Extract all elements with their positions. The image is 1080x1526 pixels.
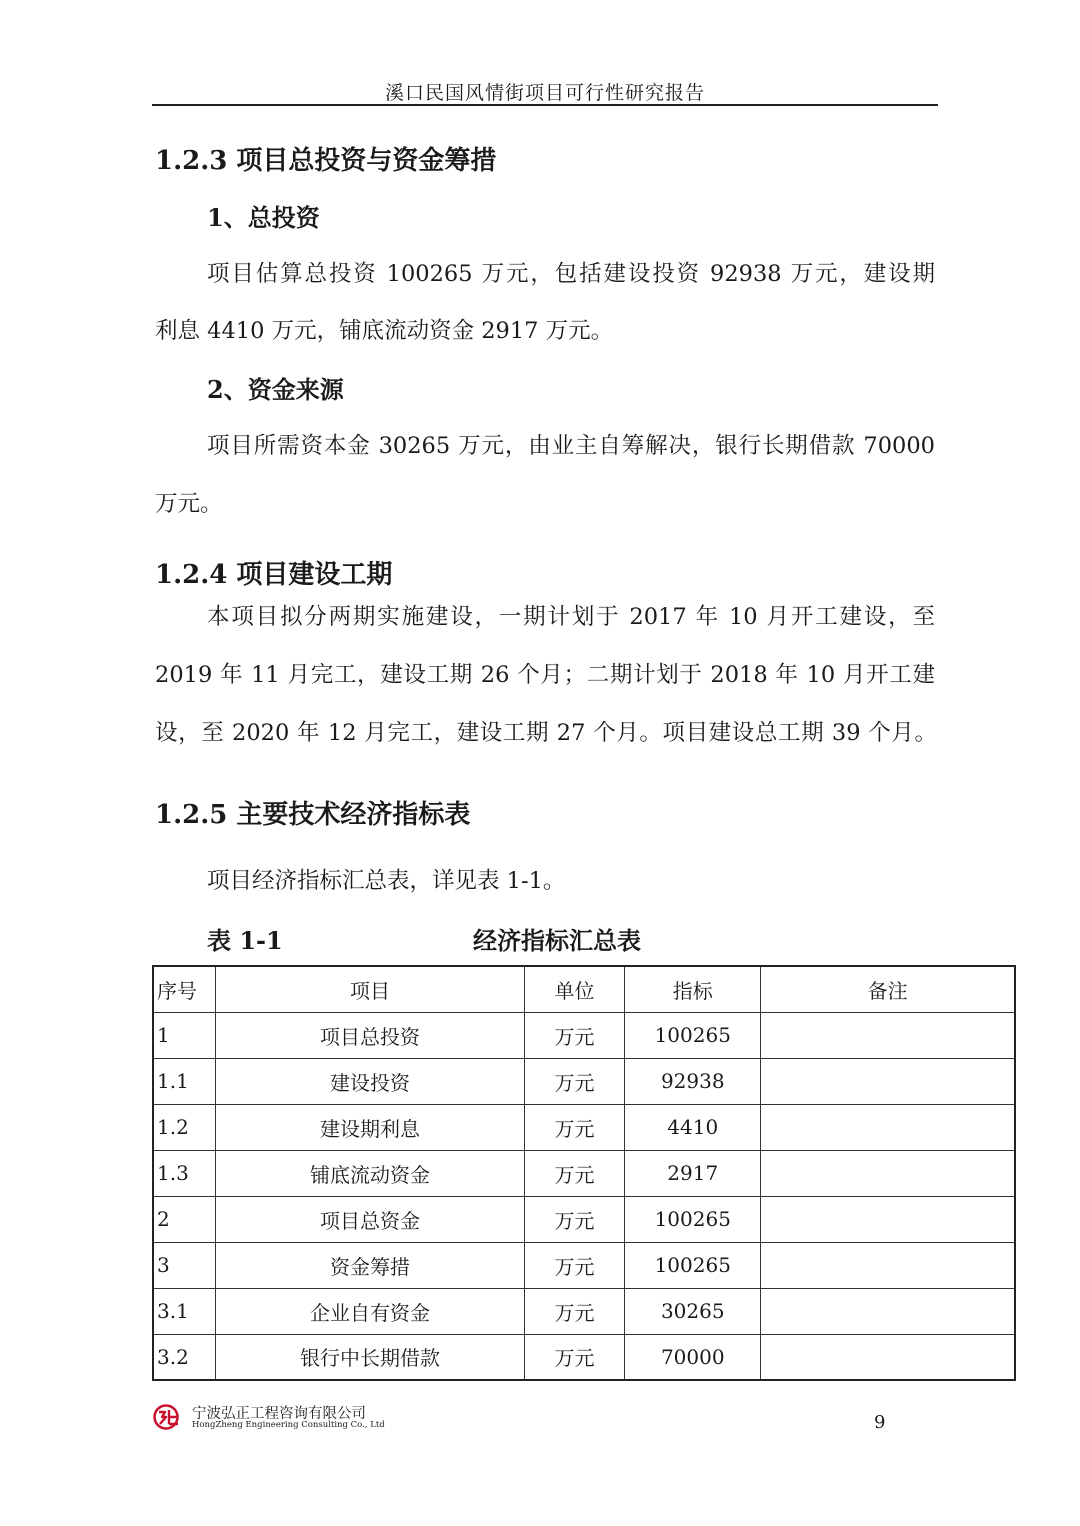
cell-item: 建设期利息 xyxy=(216,1104,524,1150)
page-number: 9 xyxy=(874,1412,886,1433)
cell-remark xyxy=(761,1288,1015,1334)
footer-company-name: 宁波弘正工程咨询有限公司 xyxy=(192,1406,366,1422)
cell-item: 项目总资金 xyxy=(216,1196,524,1242)
cell-no: 3.2 xyxy=(153,1334,216,1380)
table-row xyxy=(153,1196,1015,1242)
cell-no: 3 xyxy=(153,1242,216,1288)
cell-no: 2 xyxy=(153,1196,216,1242)
cell-no: 1 xyxy=(153,1012,216,1058)
column-header-indicator: 指标 xyxy=(625,966,761,1012)
cell-unit: 万元 xyxy=(524,1012,625,1058)
column-header-no: 序号 xyxy=(153,966,216,1012)
cell-remark xyxy=(761,1058,1015,1104)
section-heading-1-2-5: 1.2.5 主要技术经济指标表 xyxy=(155,800,471,830)
cell-indicator: 2917 xyxy=(625,1150,761,1196)
cell-remark xyxy=(761,1150,1015,1196)
header-divider xyxy=(152,104,938,106)
cell-unit: 万元 xyxy=(524,1104,625,1150)
cell-no: 1.2 xyxy=(153,1104,216,1150)
paragraph-line: 项目估算总投资 100265 万元，包括建设投资 92938 万元，建设期 xyxy=(207,261,935,287)
cell-item: 银行中长期借款 xyxy=(216,1334,524,1380)
paragraph-line: 本项目拟分两期实施建设，一期计划于 2017 年 10 月开工建设，至 xyxy=(207,604,935,630)
cell-unit: 万元 xyxy=(524,1058,625,1104)
section-heading-1-2-3: 1.2.3 项目总投资与资金筹措 xyxy=(155,146,497,176)
paragraph-line: 万元。 xyxy=(155,491,223,517)
cell-no: 1.1 xyxy=(153,1058,216,1104)
cell-indicator: 70000 xyxy=(625,1334,761,1380)
cell-indicator: 92938 xyxy=(625,1058,761,1104)
cell-indicator: 100265 xyxy=(625,1012,761,1058)
paragraph-line: 2019 年 11 月完工，建设工期 26 个月；二期计划于 2018 年 10 月开工建 xyxy=(155,662,935,688)
cell-unit: 万元 xyxy=(524,1288,625,1334)
subheading-total-investment: 1、总投资 xyxy=(207,203,320,232)
subheading-fund-source: 2、资金来源 xyxy=(207,375,344,404)
economic-indicators-table xyxy=(152,965,1016,1381)
cell-remark xyxy=(761,1242,1015,1288)
cell-remark xyxy=(761,1334,1015,1380)
cell-unit: 万元 xyxy=(524,1196,625,1242)
cell-no: 3.1 xyxy=(153,1288,216,1334)
table-row xyxy=(153,1288,1015,1334)
paragraph-line: 利息 4410 万元，铺底流动资金 2917 万元。 xyxy=(155,318,614,344)
cell-indicator: 100265 xyxy=(625,1242,761,1288)
column-header-unit: 单位 xyxy=(524,966,625,1012)
cell-no: 1.3 xyxy=(153,1150,216,1196)
table-row xyxy=(153,1334,1015,1380)
column-header-remark: 备注 xyxy=(761,966,1015,1012)
table-row xyxy=(153,1012,1015,1058)
footer-company-name-en: HongZheng Engineering Consulting Co., Ltd xyxy=(192,1420,385,1430)
table-row xyxy=(153,1150,1015,1196)
paragraph-line: 项目所需资本金 30265 万元，由业主自筹解决，银行长期借款 70000 xyxy=(207,433,935,459)
cell-item: 资金筹措 xyxy=(216,1242,524,1288)
cell-unit: 万元 xyxy=(524,1150,625,1196)
cell-unit: 万元 xyxy=(524,1242,625,1288)
table-title: 经济指标汇总表 xyxy=(473,926,641,955)
paragraph-line: 设，至 2020 年 12 月完工，建设工期 27 个月。项目建设总工期 39 个月。 xyxy=(155,720,937,746)
cell-item: 项目总投资 xyxy=(216,1012,524,1058)
table-row xyxy=(153,1104,1015,1150)
table-row xyxy=(153,1058,1015,1104)
cell-item: 铺底流动资金 xyxy=(216,1150,524,1196)
cell-item: 建设投资 xyxy=(216,1058,524,1104)
cell-remark xyxy=(761,1012,1015,1058)
company-logo-icon xyxy=(153,1404,183,1430)
paragraph-line: 项目经济指标汇总表，详见表 1-1。 xyxy=(207,868,566,894)
section-heading-1-2-4: 1.2.4 项目建设工期 xyxy=(155,560,393,590)
cell-unit: 万元 xyxy=(524,1334,625,1380)
cell-remark xyxy=(761,1196,1015,1242)
page-header-title: 溪口民国风情街项目可行性研究报告 xyxy=(384,82,705,104)
cell-indicator: 100265 xyxy=(625,1196,761,1242)
cell-indicator: 30265 xyxy=(625,1288,761,1334)
table-label: 表 1-1 xyxy=(207,926,283,955)
cell-item: 企业自有资金 xyxy=(216,1288,524,1334)
table-row xyxy=(153,1242,1015,1288)
cell-indicator: 4410 xyxy=(625,1104,761,1150)
column-header-item: 项目 xyxy=(216,966,524,1012)
table-header-row xyxy=(153,966,1015,1012)
cell-remark xyxy=(761,1104,1015,1150)
